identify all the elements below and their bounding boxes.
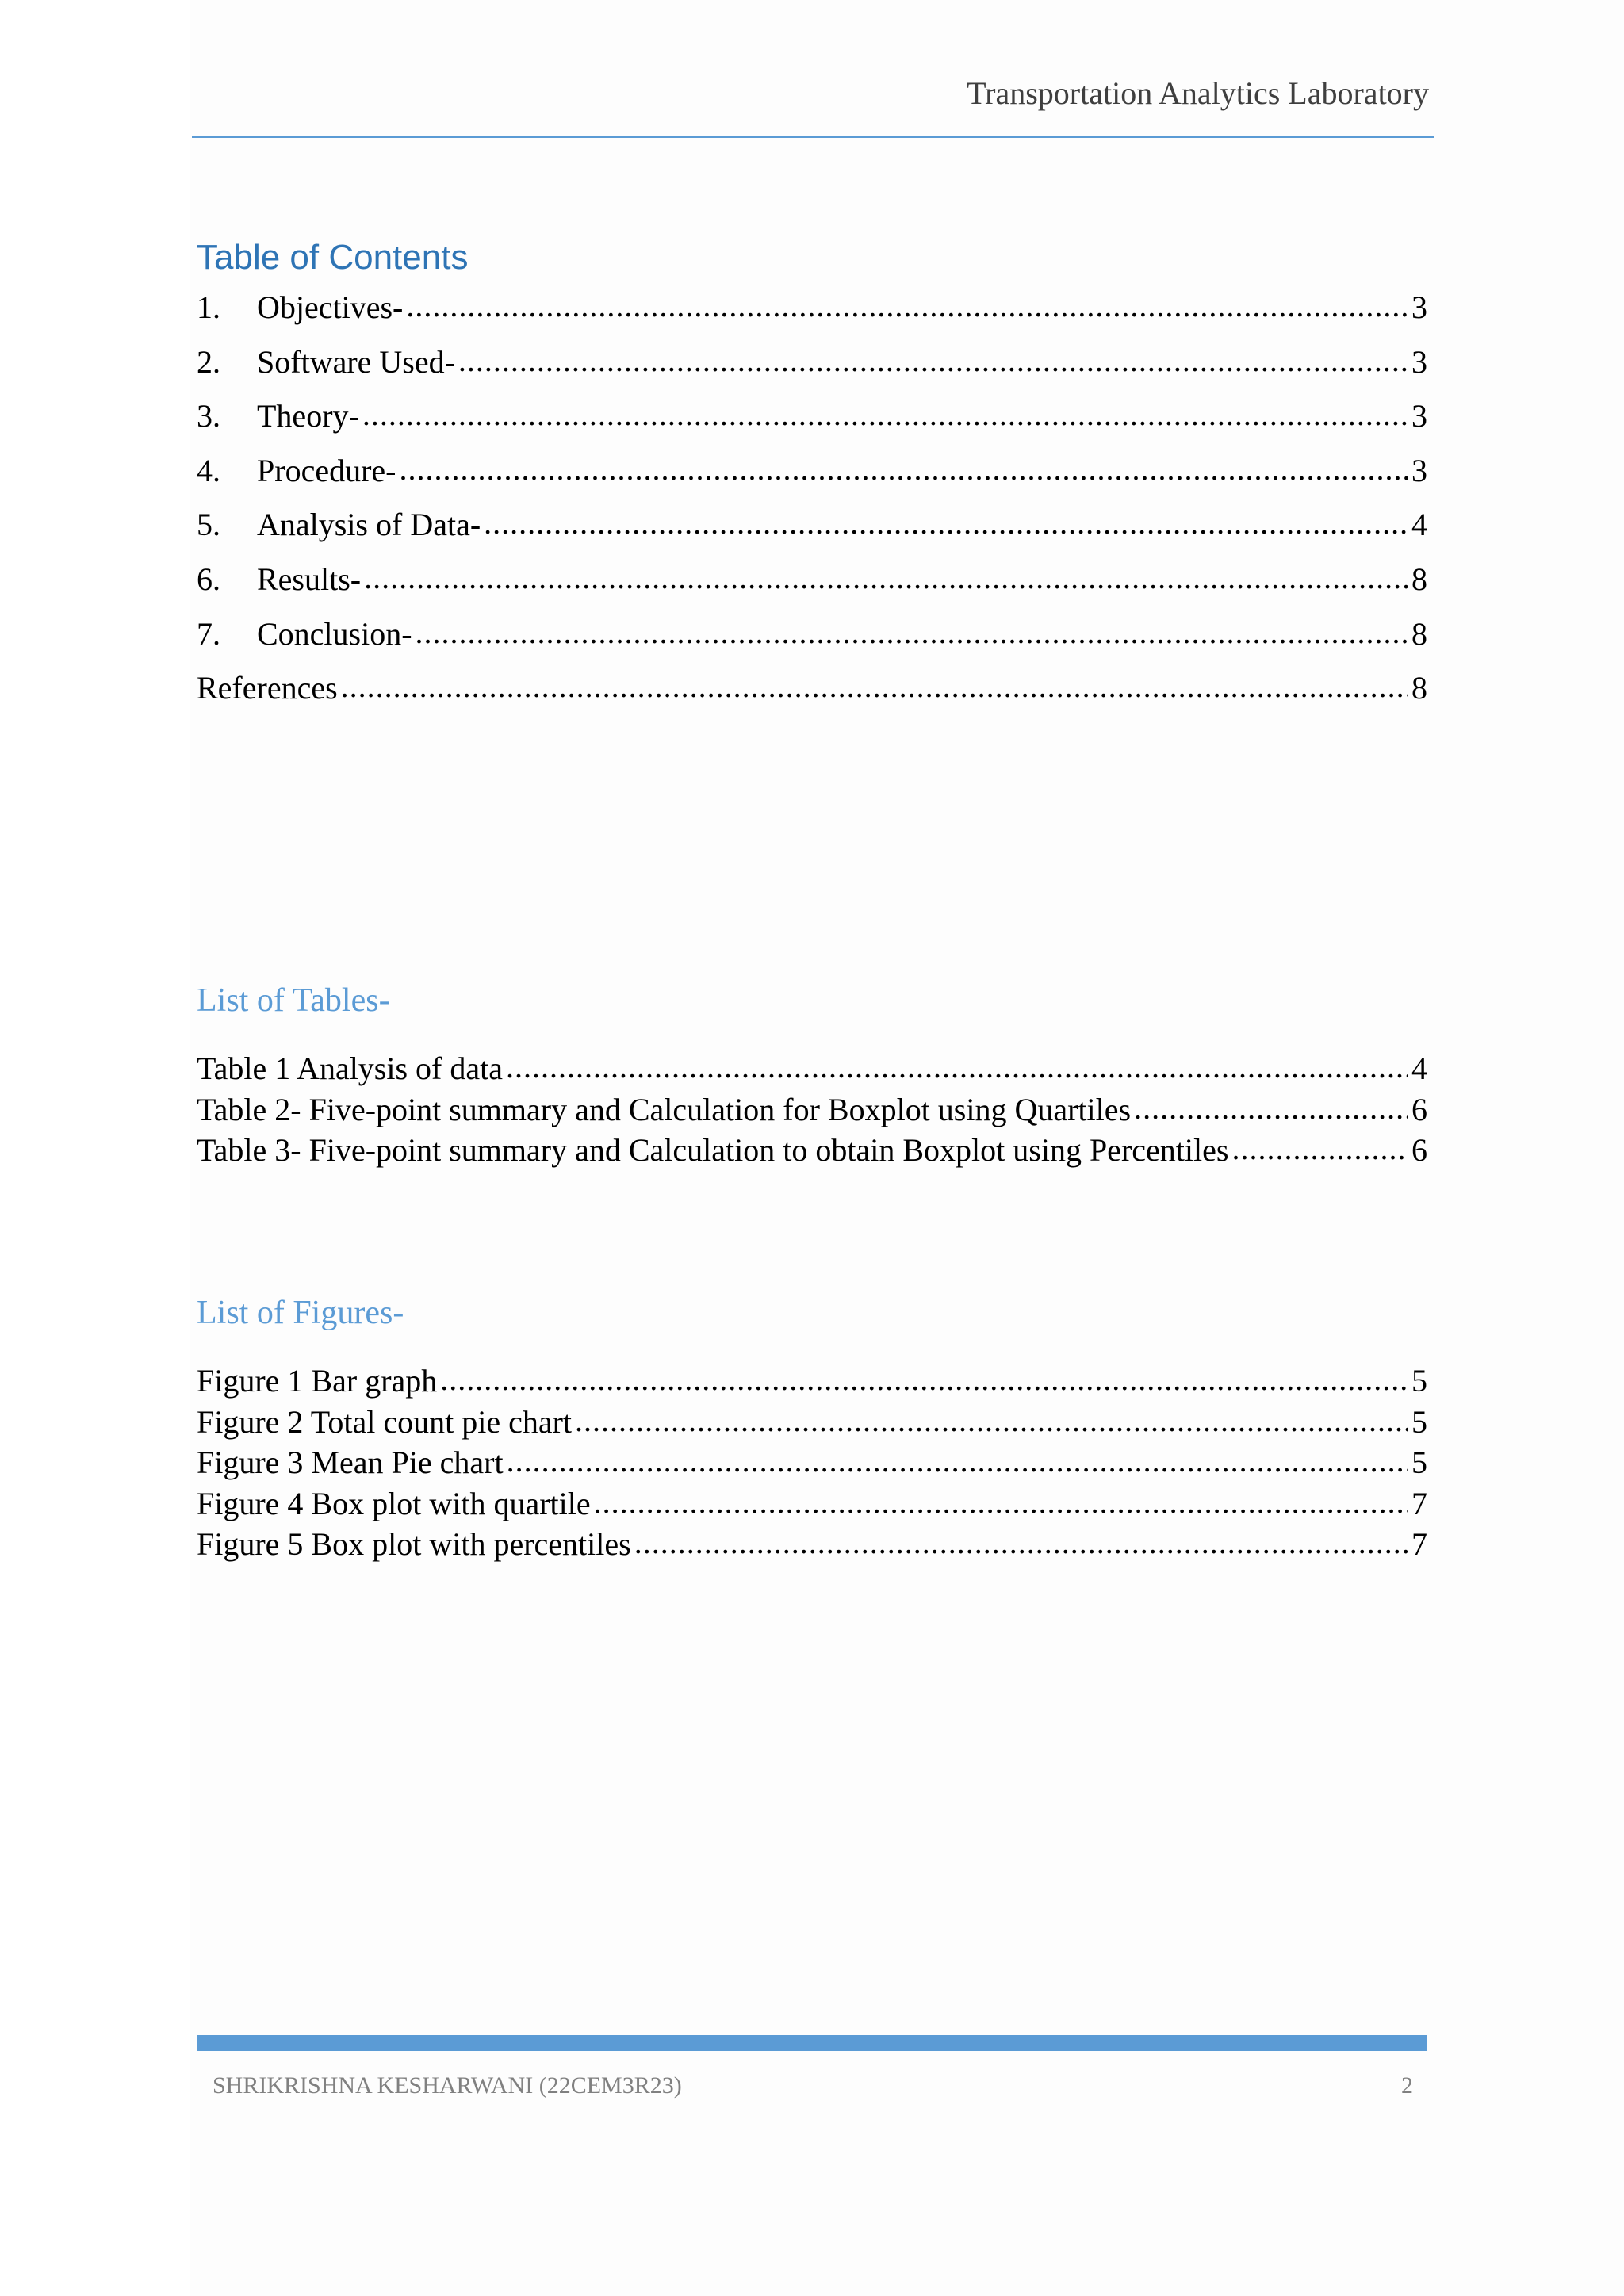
table-entry-page: 6 [1411,1091,1427,1127]
figure-entry[interactable] [197,1442,1427,1483]
toc-entry-label: Theory- [257,398,359,434]
toc-entry-number: 5. [197,507,220,543]
list-of-figures [197,1360,1427,1565]
dot-leader [594,1482,1408,1523]
dot-leader [341,660,1408,714]
figure-entry-page: 5 [1411,1403,1427,1440]
dot-leader [634,1522,1408,1563]
toc-entry-label: References [197,670,338,706]
toc-entry-number: 4. [197,452,220,488]
table-entry[interactable] [197,1048,1427,1089]
dot-leader [484,496,1408,551]
table-entry-page: 6 [1411,1132,1427,1168]
toc-entry-number: 2. [197,343,220,380]
toc-entry-references[interactable] [197,661,1427,716]
dot-leader [506,1047,1408,1088]
toc-entry-number: 7. [197,615,220,652]
dot-leader [399,442,1408,497]
toc-entry-page: 8 [1411,615,1427,652]
toc-entry-page: 3 [1411,398,1427,434]
dot-leader [362,388,1408,442]
figure-entry-page: 5 [1411,1445,1427,1480]
toc-entry-label: Software Used- [257,343,455,380]
toc-entry-page: 3 [1411,343,1427,380]
figure-entry[interactable] [197,1483,1427,1525]
figure-entry-label: Figure 5 Box plot with percentiles [197,1526,631,1562]
figure-entry-page: 7 [1411,1526,1427,1562]
table-entry[interactable] [197,1130,1427,1171]
toc-entry-label: Objectives- [257,289,404,325]
toc-heading: Table of Contents [197,238,469,277]
figure-entry[interactable] [197,1402,1427,1443]
header-rule [192,136,1434,138]
figure-entry[interactable] [197,1360,1427,1402]
dot-leader [364,551,1408,606]
footer-author: SHRIKRISHNA KESHARWANI (22CEM3R23) [213,2072,682,2099]
toc-entry-label: Procedure- [257,452,396,488]
toc-entry-page: 3 [1411,289,1427,325]
page-header-title: Transportation Analytics Laboratory [967,75,1429,111]
toc-entry-objectives[interactable] [197,281,1427,335]
figure-entry-page: 7 [1411,1485,1427,1521]
toc-entry-label: Conclusion- [257,615,412,652]
toc-list [197,281,1427,716]
dot-leader [406,279,1408,334]
toc-entry-number: 6. [197,561,220,597]
dot-leader [458,334,1408,388]
toc-entry-number: 3. [197,398,220,434]
toc-entry-page: 8 [1411,670,1427,706]
toc-entry-label: Analysis of Data- [257,507,481,543]
list-of-tables [197,1048,1427,1171]
dot-leader [575,1400,1408,1441]
dot-leader [416,606,1408,660]
table-entry-label: Table 2- Five-point summary and Calculation for Boxplot using Quartiles [197,1091,1132,1127]
toc-entry-number: 1. [197,289,220,325]
toc-entry-conclusion[interactable] [197,607,1427,662]
dot-leader [1134,1088,1408,1129]
figure-entry-label: Figure 4 Box plot with quartile [197,1485,591,1521]
toc-entry-results[interactable] [197,553,1427,607]
dot-leader [507,1441,1408,1482]
toc-entry-page: 4 [1411,507,1427,543]
table-entry-label: Table 3- Five-point summary and Calculation to obtain Boxplot using Percentiles [197,1132,1229,1168]
toc-entry-label: Results- [257,561,362,597]
dot-leader [1231,1128,1408,1169]
toc-entry-theory[interactable] [197,389,1427,444]
footer-accent-bar [197,2035,1427,2051]
figure-entry[interactable] [197,1524,1427,1565]
footer-page-number: 2 [1401,2072,1413,2099]
figure-entry-page: 5 [1411,1363,1427,1399]
toc-entry-software-used[interactable] [197,335,1427,390]
table-entry-page: 4 [1411,1050,1427,1086]
figure-entry-label: Figure 3 Mean Pie chart [197,1445,504,1480]
list-of-figures-heading: List of Figures- [197,1295,404,1331]
toc-entry-analysis-of-data[interactable] [197,498,1427,553]
toc-entry-page: 3 [1411,452,1427,488]
list-of-tables-heading: List of Tables- [197,982,390,1019]
table-entry-label: Table 1 Analysis of data [197,1050,503,1086]
toc-entry-page: 8 [1411,561,1427,597]
toc-entry-procedure[interactable] [197,444,1427,499]
figure-entry-label: Figure 2 Total count pie chart [197,1403,573,1440]
dot-leader [440,1359,1408,1400]
figure-entry-label: Figure 1 Bar graph [197,1363,438,1399]
table-entry[interactable] [197,1089,1427,1131]
